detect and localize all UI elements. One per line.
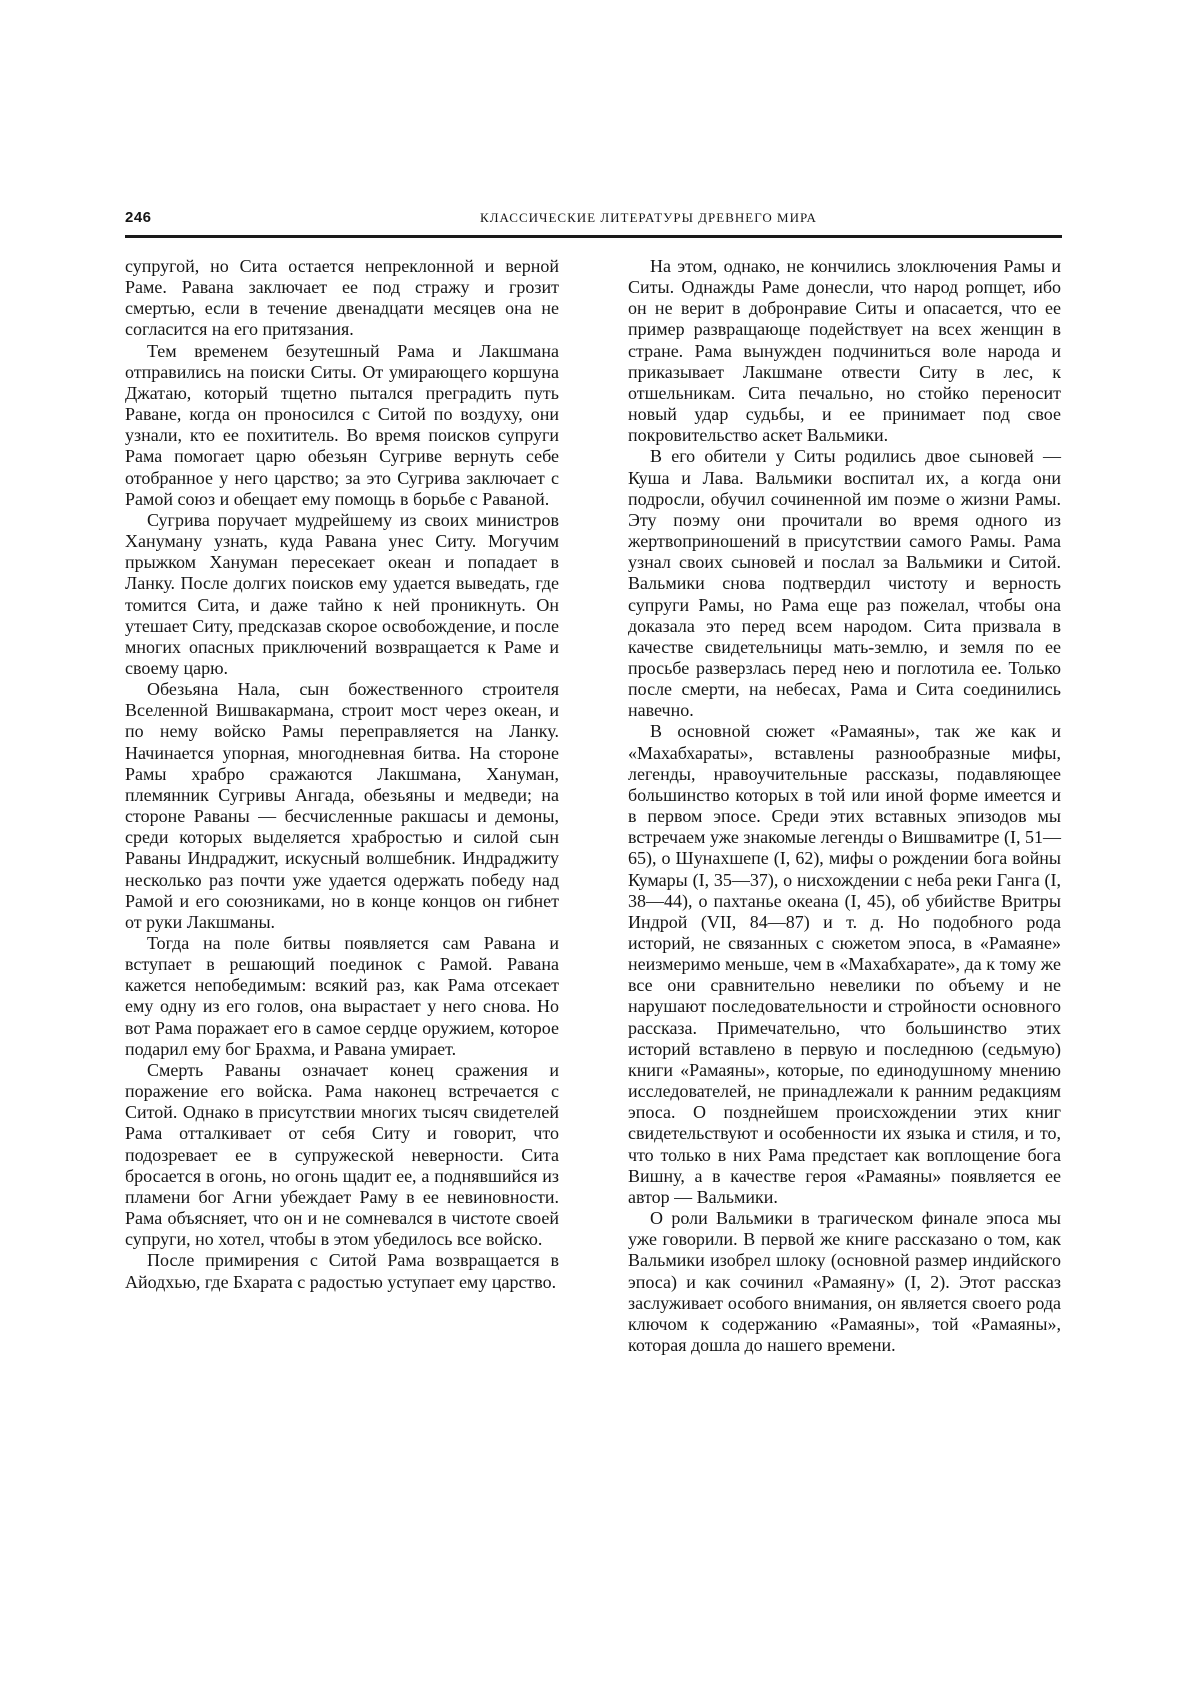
paragraph: Смерть Раваны означает конец сражения и поражение его войска. Рама наконец встречается с Ситой. Однако в присутствии многих тысяч свидетелей Рама отталкивает от себя Ситу и говорит, что подозревает ее в супружеской неверности. Сита бросается в огонь, но огонь щадит ее, а поднявшийся из пламени бог Агни убеждает Раму в ее невиновности. Рама объясняет, что он и не сомневался в чистоте своей супруги, но хотел, чтобы в этом убедилось все войско. — [125, 1059, 559, 1250]
page-number: 246 — [125, 209, 152, 226]
paragraph: О роли Вальмики в трагическом финале эпоса мы уже говорили. В первой же книге рассказано о том, как Вальмики изобрел шлоку (основной размер индийского эпоса) и как сочинил «Рамаяну» (I, 2). Этот рассказ заслуживает особого внимания, он является своего рода ключом к содержанию «Рамаяны», той «Рамаяны», которая дошла до нашего времени. — [628, 1208, 1061, 1355]
right-column — [628, 256, 1061, 1356]
running-head — [125, 209, 1062, 238]
paragraph: Обезьяна Нала, сын божественного строителя Вселенной Вишвакармана, строит мост через океан, и по нему войско Рамы переправляется на Ланку. Начинается упорная, многодневная битва. На стороне Рамы храбро сражаются Лакшмана, Хануман, племянник Сугривы Ангада, обезьяны и медведи; на стороне Раваны — бесчисленные ракшасы и демоны, среди которых выделяется храбростью и силой сын Раваны Индраджит, искусный волшебник. Индраджиту несколько раз почти уже удается одержать победу над Рамой и его союзниками, но в конце концов он гибнет от руки Лакшманы. — [125, 679, 559, 932]
left-column — [125, 256, 559, 1293]
paragraph: В его обители у Ситы родились двое сыновей — Куша и Лава. Вальмики воспитал их, а когда они подросли, обучил сочиненной им поэме о жизни Рамы. Эту поэму они прочитали во время одного из жертвоприношений в присутствии самого Рамы. Рама узнал своих сыновей и послал за Вальмики и Ситой. Вальмики снова подтвердил чистоту и верность супруги Рамы, но Рама еще раз пожелал, чтобы она доказала это перед всем народом. Сита призвала в качестве свидетельницы мать-землю, и земля по ее просьбе разверзлась перед нею и поглотила ее. Только после смерти, на небесах, Рама и Сита соединились навечно. — [628, 446, 1061, 721]
running-title: КЛАССИЧЕСКИЕ ЛИТЕРАТУРЫ ДРЕВНЕГО МИРА — [480, 210, 817, 225]
paragraph: Тем временем безутешный Рама и Лакшмана отправились на поиски Ситы. От умирающего коршуна Джатаю, который тщетно пытался преградить путь Раване, когда он проносился с Ситой по воздуху, они узнали, кто ее похититель. Во время поисков супруги Рама помогает царю обезьян Сугриве вернуть себе отобранное у него царство; за это Сугрива заключает с Рамой союз и обещает ему помощь в борьбе с Раваной. — [125, 340, 559, 509]
paragraph: После примирения с Ситой Рама возвращается в Айодхью, где Бхарата с радостью уступает ему царство. — [125, 1250, 559, 1292]
paragraph: На этом, однако, не кончились злоключения Рамы и Ситы. Однажды Раме донесли, что народ ропщет, ибо он не верит в добронравие Ситы и опасается, что ее пример развращающе подействует на всех женщин в стране. Рама вынужден подчиниться воле народа и приказывает Лакшмане отвести Ситу в лес, к отшельникам. Сита печально, но стойко переносит новый удар судьбы, и ее принимает под свое покровительство аскет Вальмики. — [628, 256, 1061, 446]
paragraph: супругой, но Сита остается непреклонной и верной Раме. Равана заключает ее под стражу и грозит смертью, если в течение двенадцати месяцев она не согласится на его притязания. — [125, 256, 559, 340]
paragraph: В основной сюжет «Рамаяны», так же как и «Махабхараты», вставлены разнообразные мифы, легенды, нравоучительные рассказы, подавляющее большинство которых в той или иной форме имеется и в первом эпосе. Среди этих вставных эпизодов мы встречаем уже знакомые легенды о Вишвамитре (I, 51—65), о Шунахшепе (I, 62), мифы о рождении бога войны Кумары (I, 35—37), о нисхождении с неба реки Ганга (I, 38—44), о пахтанье океана (I, 45), об убийстве Вритры Индрой (VII, 84—87) и т. д. Но подобного рода историй, не связанных с сюжетом эпоса, в «Рамаяне» неизмеримо меньше, чем в «Махабхарате», да к тому же все они сравнительно невелики по объему и не нарушают последовательности и стройности основного рассказа. Примечательно, что большинство этих историй вставлено в первую и последнюю (седьмую) книги «Рамаяны», которые, по единодушному мнению исследователей, не принадлежали к ранним редакциям эпоса. О позднейшем происхождении этих книг свидетельствуют и особенности их языка и стиля, и то, что только в них Рама предстает как воплощение бога Вишну, а в качестве героя «Рамаяны» появляется ее автор — Вальмики. — [628, 721, 1061, 1207]
paragraph: Сугрива поручает мудрейшему из своих министров Хануману узнать, куда Равана унес Ситу. Могучим прыжком Хануман пересекает океан и попадает в Ланку. После долгих поисков ему удается выведать, где томится Сита, и даже тайно к ней проникнуть. Он утешает Ситу, предсказав скорое освобождение, и после многих опасных приключений возвращается к Раме и своему царю. — [125, 509, 559, 678]
paragraph: Тогда на поле битвы появляется сам Равана и вступает в решающий поединок с Рамой. Равана кажется непобедимым: всякий раз, как Рама отсекает ему одну из его голов, она вырастает у него снова. Но вот Рама поражает его в самое сердце оружием, которое подарил ему бог Брахма, и Равана умирает. — [125, 933, 559, 1059]
